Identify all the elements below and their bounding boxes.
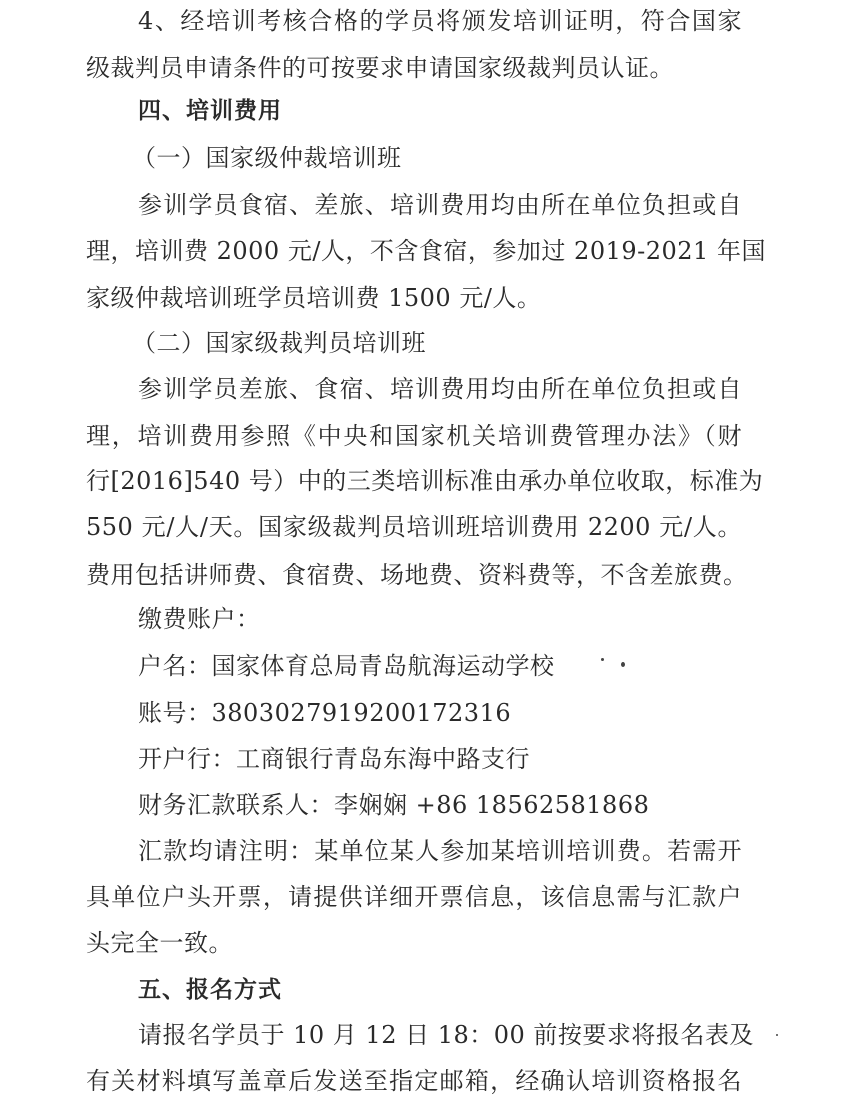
paragraph-line: 费用包括讲师费、食宿费、场地费、资料费等，不含差旅费。 xyxy=(86,561,748,589)
scan-speck xyxy=(776,1034,778,1036)
paragraph-line: 汇款均请注明：某单位某人参加某培训培训费。若需开 xyxy=(138,837,742,865)
paragraph-line: 4、经培训考核合格的学员将颁发培训证明，符合国家 xyxy=(138,7,742,35)
account-bank: 开户行：工商银行青岛东海中路支行 xyxy=(138,745,530,773)
section-heading-registration: 五、报名方式 xyxy=(138,977,282,1003)
paragraph-line: 理，培训费 2000 元/人，不含食宿，参加过 2019-2021 年国 xyxy=(86,237,766,265)
account-heading: 缴费账户： xyxy=(138,605,261,633)
paragraph-line: 行[2016]540 号）中的三类培训标准由承办单位收取，标准为 xyxy=(86,467,764,495)
subsection-heading: （一）国家级仲裁培训班 xyxy=(132,144,402,172)
subsection-heading: （二）国家级裁判员培训班 xyxy=(132,329,426,357)
account-contact: 财务汇款联系人：李娴娴 +86 18562581868 xyxy=(138,791,650,819)
paragraph-line: 参训学员食宿、差旅、培训费用均由所在单位负担或自 xyxy=(138,191,742,219)
section-heading-fees: 四、培训费用 xyxy=(138,98,282,124)
paragraph-line: 有关材料填写盖章后发送至指定邮箱，经确认培训资格报名 xyxy=(86,1067,742,1095)
scan-speck xyxy=(621,662,625,667)
paragraph-line: 头完全一致。 xyxy=(86,929,233,957)
paragraph-line: 请报名学员于 10 月 12 日 18：00 前按要求将报名表及 xyxy=(138,1021,754,1049)
paragraph-line: 家级仲裁培训班学员培训费 1500 元/人。 xyxy=(86,284,542,312)
account-name: 户名：国家体育总局青岛航海运动学校 xyxy=(138,652,555,680)
paragraph-line: 级裁判员申请条件的可按要求申请国家级裁判员认证。 xyxy=(86,54,674,82)
paragraph-line: 550 元/人/天。国家级裁判员培训班培训费用 2200 元/人。 xyxy=(86,513,742,541)
account-number: 账号：3803027919200172316 xyxy=(138,699,512,727)
paragraph-line: 具单位户头开票，请提供详细开票信息，该信息需与汇款户 xyxy=(86,883,742,911)
paragraph-line: 参训学员差旅、食宿、培训费用均由所在单位负担或自 xyxy=(138,375,742,403)
scan-speck xyxy=(601,658,604,661)
paragraph-line: 理，培训费用参照《中央和国家机关培训费管理办法》（财 xyxy=(86,422,742,450)
